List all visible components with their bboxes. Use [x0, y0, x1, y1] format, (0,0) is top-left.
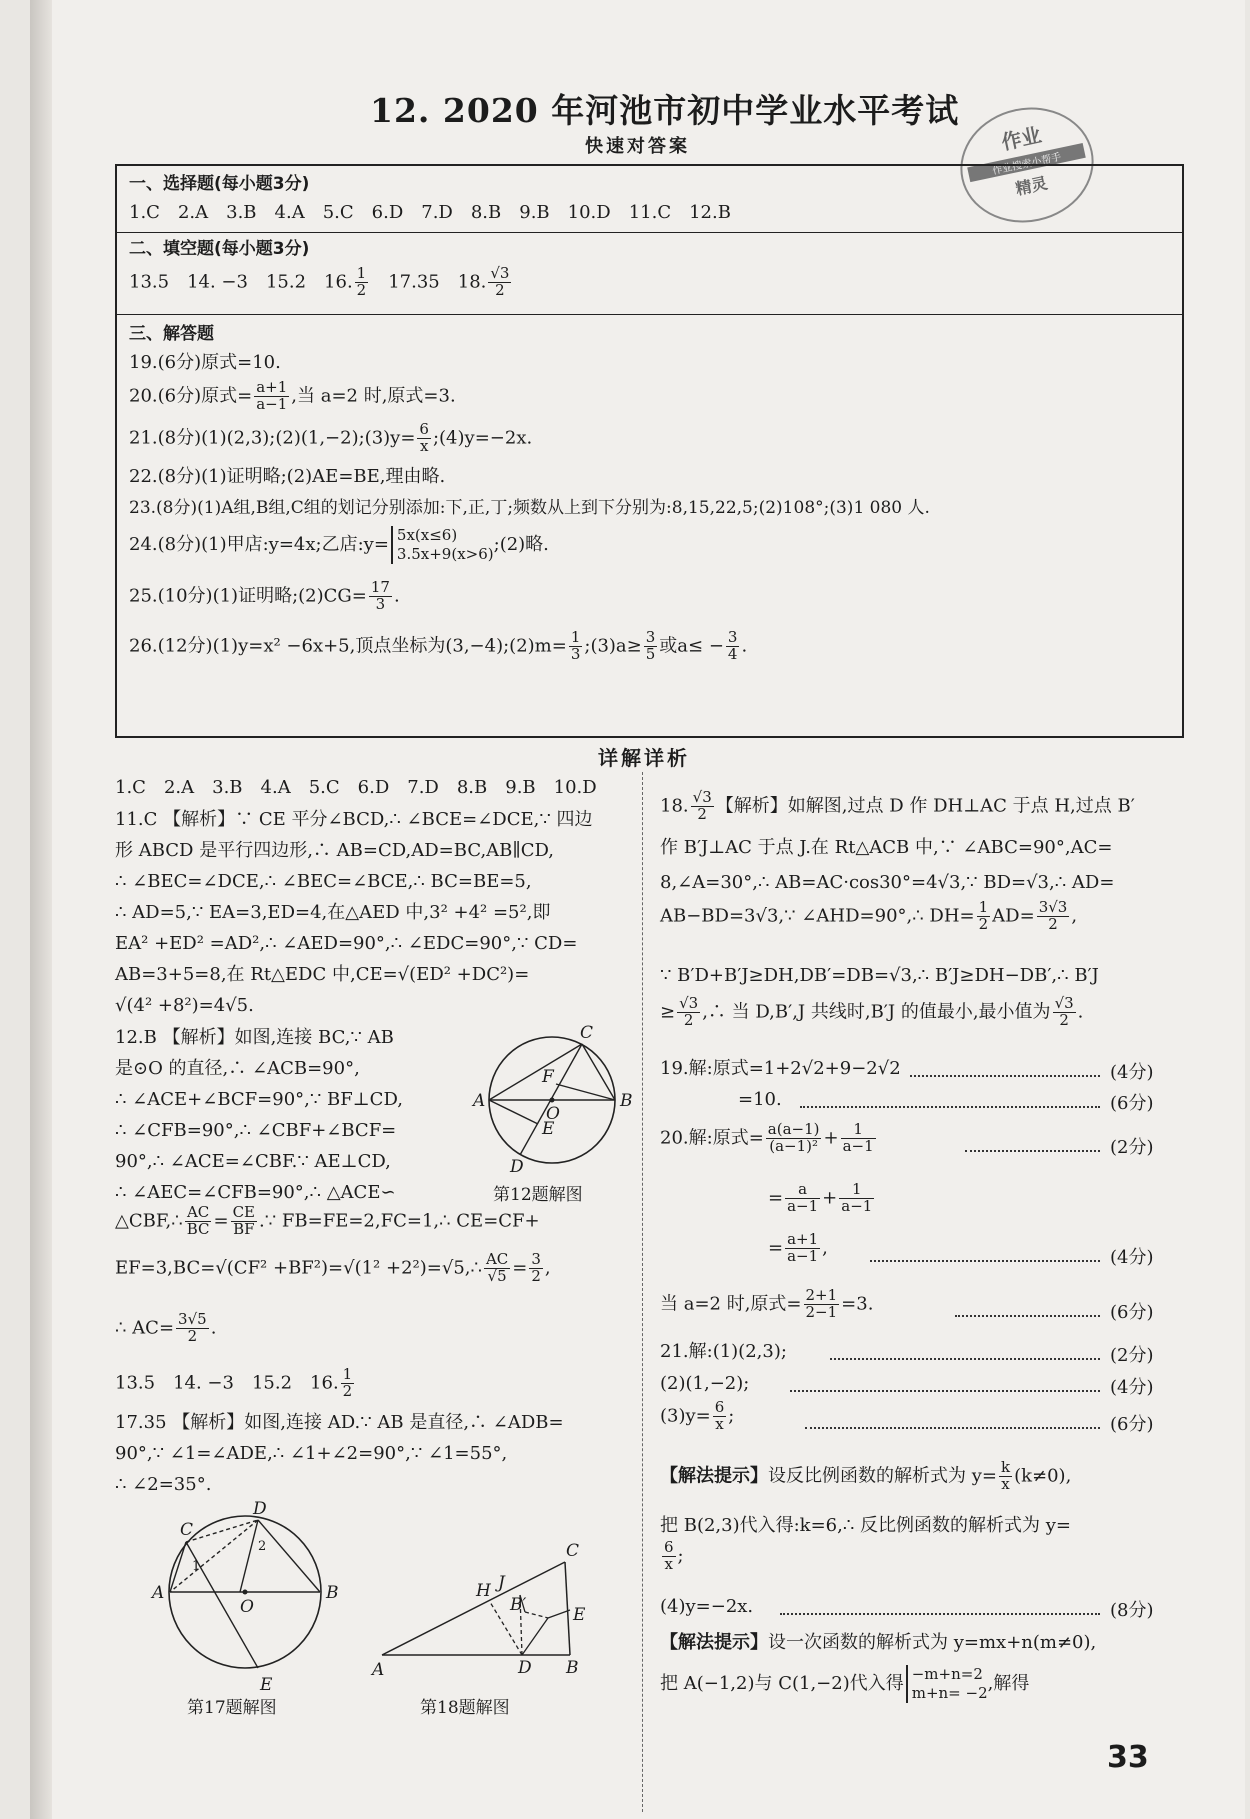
answer-22: 22.(8分)(1)证明略;(2)AE=BE,理由略.: [129, 466, 446, 487]
left-line-9: 12.B 【解析】如图,连接 BC,∵ AB: [115, 1027, 394, 1048]
left-line-20: 90°,∵ ∠1=∠ADE,∴ ∠1+∠2=90°,∵ ∠1=55°,: [115, 1443, 508, 1464]
fraction: $\frac{√3}{2}$: [490, 264, 510, 299]
answer-21: 21.(8分)(1)(2,3);(2)(1,−2);(3)y= $\frac{6}{x}$ ;(4)y=−2x.: [129, 420, 533, 455]
right-line-8: =10.: [738, 1089, 782, 1110]
segment-de: [522, 1618, 548, 1655]
left-line-7: AB=3+5=8,在 Rt△EDC 中,CE=√(ED² +DC²)=: [115, 964, 530, 985]
dot-leader: [910, 1075, 1100, 1077]
segment-be: [525, 1612, 548, 1618]
segment-cd: [186, 1520, 258, 1542]
label-c: C: [566, 1541, 580, 1561]
right-line-9: 20.解:原式= $\frac{a(a-1)}{\text{(a−1)²}}$ + $\frac{1}{a-1}$: [660, 1120, 874, 1155]
label-a: A: [152, 1583, 165, 1603]
left-line-3: 形 ABCD 是平行四边形,∴ AB=CD,AD=BC,AB∥CD,: [115, 840, 554, 861]
left-line-15: △CBF,∴ $\frac{AC}{BC}$ = $\frac{CE}{BF}$ .∵ FB=FE=2,FC=1,∴ CE=CF+: [115, 1203, 540, 1238]
left-line-6: EA² +ED² =AD²,∴ ∠AED=90°,∴ ∠EDC=90°,∵ CD=: [115, 933, 578, 954]
right-line-13: 21.解:(1)(2,3);: [660, 1341, 787, 1362]
stamp-line-1: 作业: [999, 122, 1044, 155]
right-line-14: (2)(1,−2);: [660, 1373, 750, 1394]
right-line-10: = $\frac{a}{a-1}$ + $\frac{1}{a-1}$: [768, 1180, 873, 1215]
dot-leader: [830, 1358, 1100, 1360]
right-line-18: $\frac{6}{x}$ ;: [664, 1538, 684, 1573]
label-b: B: [620, 1091, 633, 1111]
left-line-16: EF=3,BC=√(CF² +BF²)=√(1² +2²)=√5,∴ $\frac{AC}{√5}$ = $\frac{3}{2}$ ,: [115, 1250, 551, 1285]
dot-leader: [790, 1390, 1100, 1392]
fill-answers: [129, 266, 513, 299]
label-o: O: [546, 1104, 560, 1124]
label-f: F: [542, 1067, 554, 1087]
label-d: D: [510, 1157, 524, 1177]
left-line-19: 17.35 【解析】如图,连接 AD.∵ AB 是直径,∴ ∠ADB=: [115, 1412, 564, 1433]
points-21c: (6分): [1110, 1414, 1154, 1435]
figure-17-diagram: [150, 1499, 350, 1695]
right-line-20: 【解法提示】设一次函数的解析式为 y=mx+n(m≠0),: [660, 1632, 1097, 1653]
right-line-12: 当 a=2 时,原式= $\frac{2+1}{2-1}$ =3.: [660, 1286, 874, 1321]
left-line-1: 1.C 2.A 3.B 4.A 5.C 6.D 7.D 8.B 9.B 10.D: [115, 777, 597, 798]
quick-answer-box: [115, 164, 1184, 738]
right-line-17: 把 B(2,3)代入得:k=6,∴ 反比例函数的解析式为 y=: [660, 1515, 1071, 1536]
right-line-6: ≥ $\frac{√3}{2}$ ,∴ 当 D,B′,J 共线时,B′J 的值最小,最小值为 $\frac{√3}{2}$ .: [660, 994, 1084, 1029]
answer-24: 24.(8分)(1)甲店:y=4x;乙店:y= 5x(x≤6) 3.5x+9(x>6) ;(2)略.: [129, 526, 549, 563]
fill-text-a: 13.5 14. −3 15.2 16.: [129, 271, 353, 293]
choice-heading: 一、选择题(每小题3分): [129, 174, 310, 194]
right-line-1: 18. $\frac{√3}{2}$ 【解析】如解图,过点 D 作 DH⊥AC 于点 H,过点 B′: [660, 788, 1135, 823]
answer-19: 19.(6分)原式=10.: [129, 352, 281, 373]
left-line-4: ∴ ∠BEC=∠DCE,∴ ∠BEC=∠BCE,∴ BC=BE=5,: [115, 871, 532, 892]
label-d: D: [253, 1499, 267, 1519]
label-d: D: [518, 1658, 532, 1678]
left-line-2: 11.C 【解析】∵ CE 平分∠BCD,∴ ∠BCE=∠DCE,∵ 四边: [115, 809, 593, 830]
figure-12-caption: 第12题解图: [493, 1185, 583, 1205]
segment-ac: [489, 1044, 582, 1100]
left-line-5: ∴ AD=5,∵ EA=3,ED=4,在△AED 中,3² +4² =5²,即: [115, 902, 551, 923]
segment-ec: [548, 1610, 570, 1618]
fill-text-b: 17.35 18.: [388, 271, 487, 293]
points-19b: (6分): [1110, 1093, 1154, 1114]
label-c: C: [580, 1023, 594, 1043]
points-20c: (6分): [1110, 1302, 1154, 1323]
segment-do: [240, 1520, 258, 1592]
left-line-8: √(4² +8²)=4√5.: [115, 995, 254, 1016]
points-21a: (2分): [1110, 1345, 1154, 1366]
segment-ac: [382, 1562, 565, 1655]
figure-18-caption: 第18题解图: [420, 1698, 510, 1718]
label-e: E: [573, 1605, 586, 1625]
label-b: B: [326, 1583, 339, 1603]
right-line-4: AB−BD=3√3,∵ ∠AHD=90°,∴ DH= $\frac{1}{2}$ AD= $\frac{3√3}{2}$ ,: [660, 898, 1078, 933]
dot-leader: [800, 1106, 1100, 1108]
center-point: [550, 1098, 555, 1103]
left-line-11: ∴ ∠ACE+∠BCF=90°,∵ BF⊥CD,: [115, 1089, 403, 1110]
points-21d: (8分): [1110, 1600, 1154, 1621]
divider: [117, 314, 1182, 315]
page-number: 33: [1107, 1740, 1149, 1775]
points-21b: (4分): [1110, 1377, 1154, 1398]
right-line-2: 作 B′J⊥AC 于点 J.在 Rt△ACB 中,∵ ∠ABC=90°,AC=: [660, 837, 1113, 858]
label-e: E: [542, 1119, 555, 1139]
points-19a: (4分): [1110, 1062, 1154, 1083]
center-point: [243, 1590, 248, 1595]
left-line-10: 是⊙O 的直径,∴ ∠ACB=90°,: [115, 1058, 360, 1079]
label-a: A: [473, 1091, 486, 1111]
answer-23: 23.(8分)(1)A组,B组,C组的划记分别添加:下,正,丁;频数从上到下分别为:8,15,22,5;(2)108°;(3)1 080 人.: [129, 498, 930, 518]
left-line-14: ∴ ∠AEC=∠CFB=90°,∴ △ACE∽: [115, 1182, 396, 1203]
points-20a: (2分): [1110, 1137, 1154, 1158]
figure-18-diagram: [370, 1540, 600, 1680]
dot-leader: [870, 1260, 1100, 1262]
fill-heading: 二、填空题(每小题3分): [129, 239, 310, 259]
fraction: $\frac{1}{2}$: [356, 264, 367, 299]
right-line-15: (3)y= $\frac{6}{x}$ ;: [660, 1398, 735, 1433]
answer-25: 25.(10分)(1)证明略;(2)CG= $\frac{17}{3}$ .: [129, 578, 400, 613]
answer-20: 20.(6分)原式= $\frac{a+1}{a-1}$ ,当 a=2 时,原式=3.: [129, 378, 456, 413]
left-line-13: 90°,∴ ∠ACE=∠CBF.∵ AE⊥CD,: [115, 1151, 391, 1172]
label-angle-1: 1: [192, 1559, 201, 1574]
choice-answers: 1.C 2.A 3.B 4.A 5.C 6.D 7.D 8.B 9.B 10.D 11.C 12.B: [129, 202, 731, 223]
segment-ae: [489, 1100, 538, 1124]
right-line-21: 把 A(−1,2)与 C(1,−2)代入得 −m+n=2 m+n= −2 ,解得: [660, 1665, 1030, 1702]
left-line-17: ∴ AC= $\frac{3√5}{2}$ .: [115, 1310, 217, 1345]
label-b: B: [566, 1658, 579, 1678]
left-line-21: ∴ ∠2=35°.: [115, 1474, 212, 1495]
right-line-7: 19.解:原式=1+2√2+9−2√2: [660, 1058, 901, 1079]
segment-bf: [556, 1084, 615, 1100]
label-a: A: [372, 1660, 385, 1680]
label-c: C: [180, 1520, 194, 1540]
dot-leader: [805, 1427, 1100, 1429]
dot-leader: [965, 1150, 1100, 1152]
segment-bc: [565, 1562, 570, 1655]
dot-leader: [955, 1315, 1100, 1317]
right-line-5: ∵ B′D+B′J≥DH,DB′=DB=√3,∴ B′J≥DH−DB′,∴ B′J: [660, 965, 1099, 986]
left-line-18: 13.5 14. −3 15.2 16. $\frac{1}{2}$: [115, 1365, 353, 1400]
points-20b: (4分): [1110, 1247, 1154, 1268]
column-divider: [642, 772, 643, 1812]
stamp-line-3: 精灵: [1013, 173, 1050, 199]
figure-12-diagram: [470, 1022, 640, 1182]
label-angle-2: 2: [258, 1539, 267, 1554]
right-line-19: (4)y=−2x.: [660, 1596, 754, 1617]
right-line-11: = $\frac{a+1}{a-1}$ ,: [768, 1230, 828, 1265]
solve-heading: 三、解答题: [129, 324, 214, 344]
left-line-12: ∴ ∠CFB=90°,∴ ∠CBF+∠BCF=: [115, 1120, 397, 1141]
page-shadow-edge: [30, 0, 52, 1819]
dot-leader: [780, 1613, 1100, 1615]
right-line-3: 8,∠A=30°,∴ AB=AC·cos30°=4√3,∵ BD=√3,∴ AD=: [660, 872, 1115, 893]
stamp-line-2: 作业搜索小帮手: [967, 143, 1086, 182]
label-j: J: [498, 1573, 505, 1593]
figure-17-caption: 第17题解图: [187, 1698, 277, 1718]
label-o: O: [240, 1597, 254, 1617]
label-h: H: [476, 1581, 491, 1601]
divider: [117, 232, 1182, 233]
label-bprime: B′: [510, 1595, 527, 1615]
right-line-16: 【解法提示】设反比例函数的解析式为 y= $\frac{k}{x}$ (k≠0),: [660, 1458, 1072, 1493]
page-subtitle: 快速对答案: [585, 136, 690, 157]
detail-section-title: 详解详析: [598, 746, 690, 770]
segment-cb: [582, 1044, 615, 1100]
answer-26: 26.(12分)(1)y=x² −6x+5,顶点坐标为(3,−4);(2)m= $\frac{1}{3}$ ;(3)a≥ $\frac{3}{5}$ 或a≤ − $\frac{3}{4}$ .: [129, 628, 748, 663]
page-title: 12. 2020 年河池市初中学业水平考试: [370, 91, 960, 130]
label-e: E: [260, 1675, 273, 1695]
